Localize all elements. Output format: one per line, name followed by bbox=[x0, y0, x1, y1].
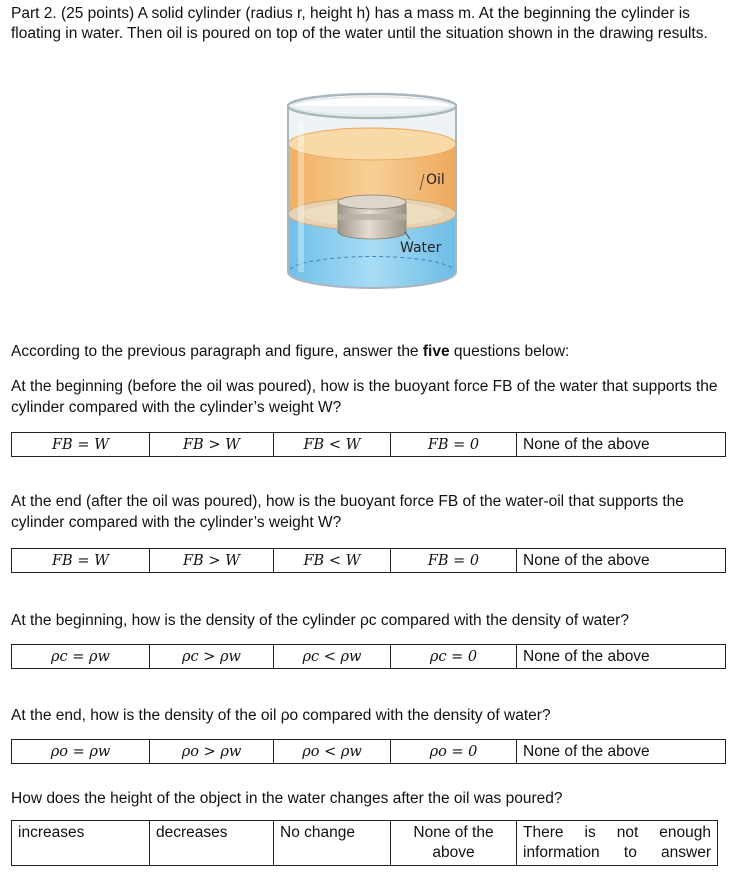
q4-option-d[interactable]: ρo = 0 bbox=[391, 740, 517, 764]
q3-option-c[interactable]: ρc < ρw bbox=[274, 645, 391, 669]
q2-option-b[interactable]: FB > W bbox=[150, 549, 274, 573]
question-1-options bbox=[11, 432, 726, 457]
q4-option-b[interactable]: ρo > ρw bbox=[150, 740, 274, 764]
q2-option-a[interactable]: FB = W bbox=[12, 549, 150, 573]
question-5-text: How does the height of the object in the water changes after the oil was poured? bbox=[11, 790, 563, 807]
q2-option-c[interactable]: FB < W bbox=[274, 549, 391, 573]
q2-option-e[interactable]: None of the above bbox=[517, 549, 726, 573]
cylinder-diagram bbox=[284, 92, 460, 292]
q1-option-d[interactable]: FB = 0 bbox=[391, 433, 517, 457]
q5-option-b[interactable]: decreases bbox=[150, 821, 274, 866]
question-2-text: At the end (after the oil was poured), how is the buoyant force FB of the water-oil that supports the cylinder compared with the cylinder’s weight W? bbox=[11, 493, 684, 531]
q1-option-b[interactable]: FB > W bbox=[150, 433, 274, 457]
q5-option-c[interactable]: No change bbox=[274, 821, 391, 866]
q5-option-d[interactable]: None of the above bbox=[391, 821, 517, 866]
q1-option-a[interactable]: FB = W bbox=[12, 433, 150, 457]
q1-option-c[interactable]: FB < W bbox=[274, 433, 391, 457]
solid-cylinder bbox=[338, 195, 406, 239]
q2-option-d[interactable]: FB = 0 bbox=[391, 549, 517, 573]
question-4-options bbox=[11, 739, 726, 764]
oil-label: Oil bbox=[426, 172, 445, 188]
instructions-bold: five bbox=[422, 343, 450, 360]
question-4-text: At the end, how is the density of the oil ρo compared with the density of water? bbox=[11, 707, 551, 724]
question-1-text: At the beginning (before the oil was poured), how is the buoyant force FB of the water that supports the cylinder compared with the cylinder’s weight W? bbox=[11, 378, 718, 416]
question-3-options bbox=[11, 644, 726, 669]
instructions-text: According to the previous paragraph and figure, answer the bbox=[11, 343, 423, 360]
question-3-text: At the beginning, how is the density of the cylinder ρc compared with the density of water? bbox=[11, 612, 629, 629]
q3-option-d[interactable]: ρc = 0 bbox=[391, 645, 517, 669]
q3-option-b[interactable]: ρc > ρw bbox=[150, 645, 274, 669]
q5-option-a[interactable]: increases bbox=[12, 821, 150, 866]
oil-surface bbox=[288, 128, 456, 160]
question-2-options bbox=[11, 548, 726, 573]
q4-option-a[interactable]: ρo = ρw bbox=[12, 740, 150, 764]
q5-option-e[interactable]: There is not enough information to answer bbox=[517, 821, 718, 866]
intro-paragraph: Part 2. (25 points) A solid cylinder (radius r, height h) has a mass m. At the beginning the cylinder is floating in water. Then oil is poured on top of the water until the situation shown in the drawing results. bbox=[11, 5, 708, 42]
q3-option-a[interactable]: ρc = ρw bbox=[12, 645, 150, 669]
question-5-options bbox=[11, 820, 718, 866]
water-label: Water bbox=[400, 240, 442, 256]
q4-option-e[interactable]: None of the above bbox=[517, 740, 726, 764]
q3-option-e[interactable]: None of the above bbox=[517, 645, 726, 669]
q1-option-e[interactable]: None of the above bbox=[517, 433, 726, 457]
instructions bbox=[11, 341, 731, 362]
q4-option-c[interactable]: ρo < ρw bbox=[274, 740, 391, 764]
instructions-text-end: questions below: bbox=[449, 343, 570, 360]
